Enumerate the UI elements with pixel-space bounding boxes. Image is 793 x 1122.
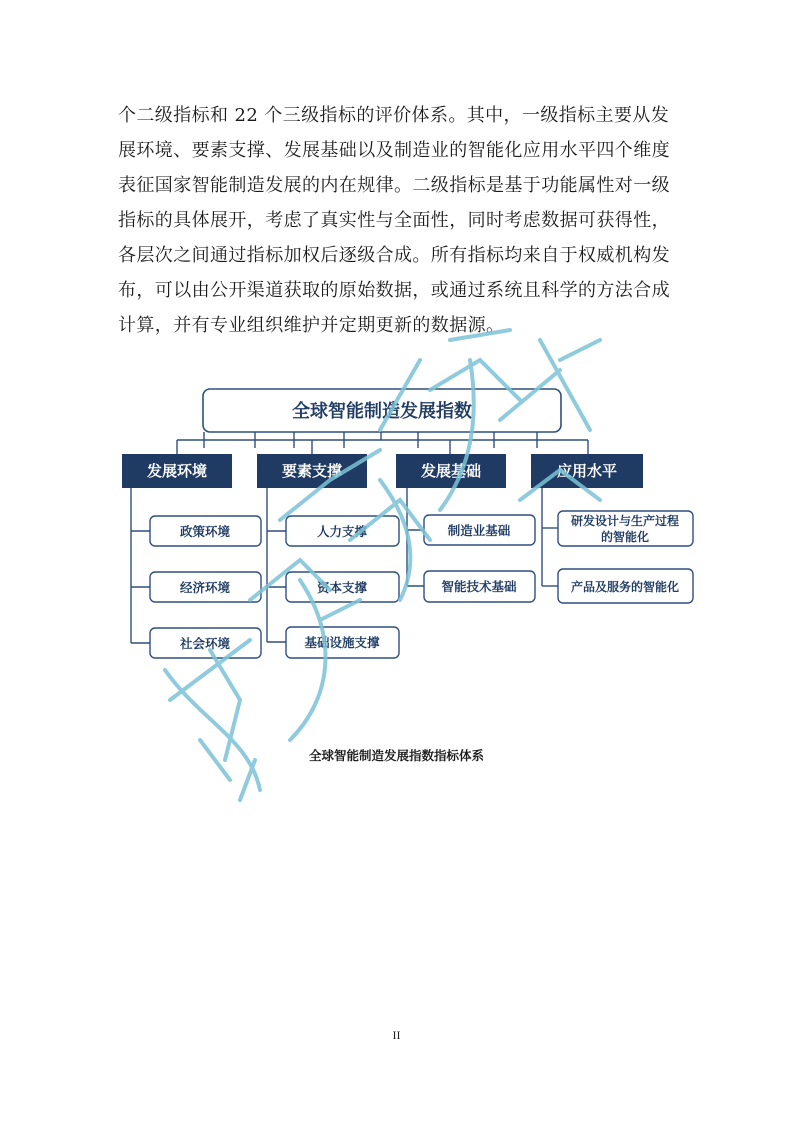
category-node [257,454,367,488]
category-node [396,454,506,488]
paragraph-line: 各层次之间通过指标加权后逐级合成。所有指标均来自于权威机构发 [118,245,670,266]
category-node [122,454,232,488]
indicator-node [424,571,535,602]
indicator-label: 社会环境 [179,636,231,651]
indicator-label: 产品及服务的智能化 [570,580,680,594]
paragraph-line: 个二级指标和 22 个三级指标的评价体系。其中，一级指标主要从发 [118,105,670,126]
figure-caption: 全球智能制造发展指数指标体系 [308,748,484,763]
indicator-label: 经济环境 [179,580,231,595]
paragraph-line: 布，可以由公开渠道获取的原始数据，或通过系统且科学的方法合成 [118,280,670,301]
indicator-label: 的智能化 [600,530,650,544]
category-label: 发展环境 [146,462,208,480]
paragraph-line: 指标的具体展开，考虑了真实性与全面性，同时考虑数据可获得性， [118,210,670,231]
indicator-label: 人力支撑 [316,524,368,539]
page-number: II [392,1028,401,1042]
root-node [203,389,561,432]
paragraph-line: 表征国家智能制造发展的内在规律。二级指标是基于功能属性对一级 [118,175,670,196]
indicator-node [424,515,535,545]
category-label: 发展基础 [420,462,482,480]
indicator-label: 制造业基础 [447,523,511,538]
category-label: 应用水平 [556,462,618,480]
indicator-label: 研发设计与生产过程 [570,514,680,528]
indicator-node [150,572,261,602]
indicator-label: 智能技术基础 [441,579,517,594]
indicator-label: 基础设施支撑 [304,635,380,650]
category-node [531,454,643,488]
indicator-node [286,516,399,546]
indicator-node [286,627,399,658]
paragraph-line: 展环境、要素支撑、发展基础以及制造业的智能化应用水平四个维度 [118,140,670,161]
indicator-node [558,569,693,603]
indicator-node [150,628,261,658]
paragraph-line: 计算，并有专业组织维护并定期更新的数据源。 [118,315,505,336]
indicator-label: 资本支撑 [316,580,368,595]
indicator-node [150,516,261,546]
indicator-node [286,572,399,602]
indicator-label: 政策环境 [179,524,231,539]
indicator-node [558,511,693,546]
root-label: 全球智能制造发展指数 [292,401,472,422]
category-label: 要素支撑 [281,462,343,480]
